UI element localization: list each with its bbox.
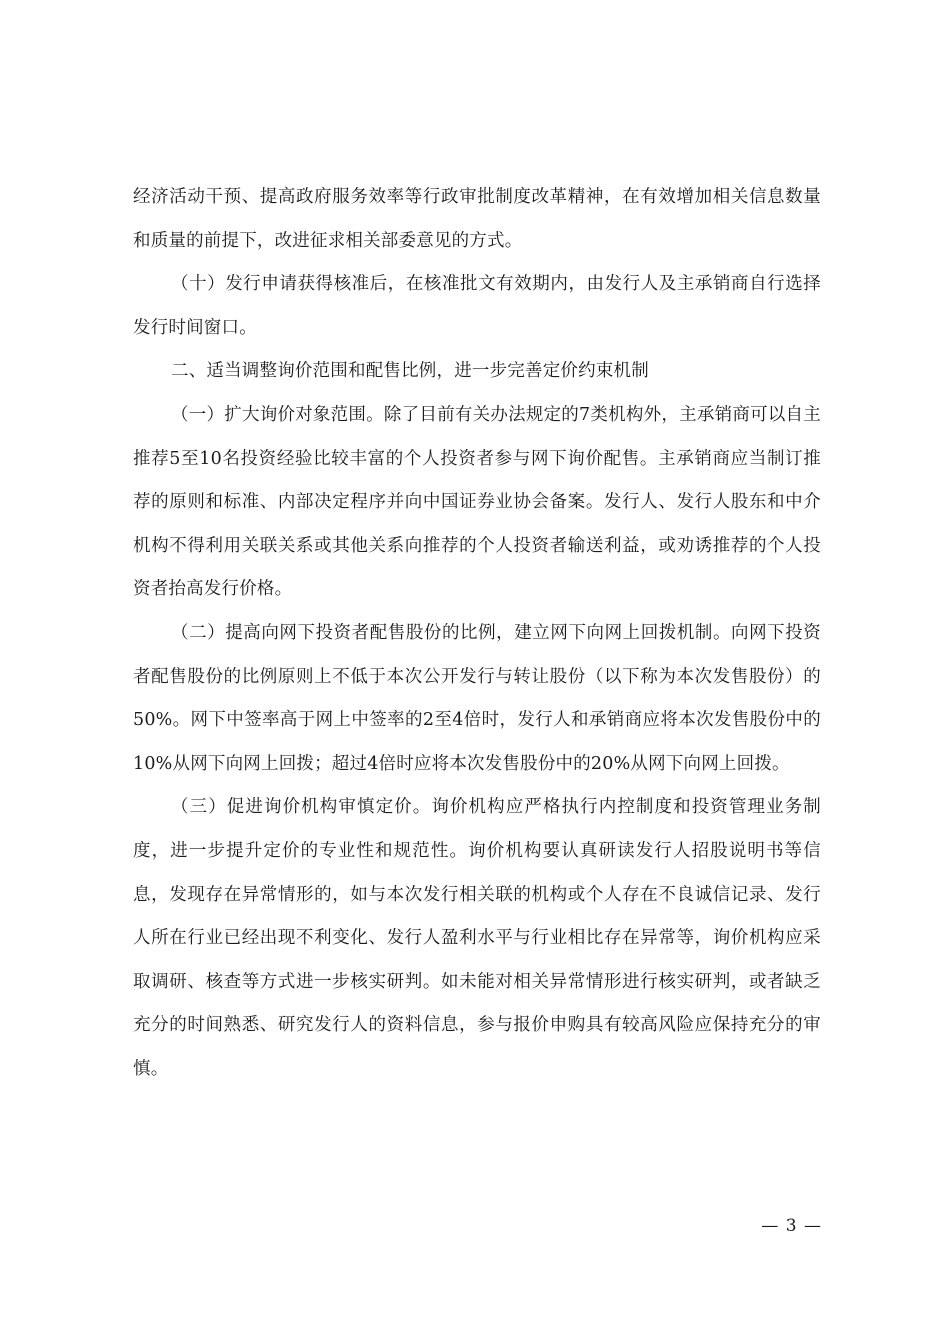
paragraph-item-three: （三）促进询价机构审慎定价。询价机构应严格执行内控制度和投资管理业务制度，进一步提升定价的专业性和规范性。询价机构要认真研读发行人招股说明书等信息，发现存在异常情形的，如与本次发行相关联的机构或个人存在不良诚信记录、发行人所在行业已经出现不利变化、发行人盈利水平与行业相比存在异常等，询价机构应采取调研、核查等方式进一步核实研判。如未能对相关异常情形进行核实研判，或者缺乏充分的时间熟悉、研究发行人的资料信息，参与报价申购具有较高风险应保持充分的审慎。 [133, 797, 821, 1079]
paragraph-item-two: （二）提高向网下投资者配售股份的比例，建立网下向网上回拨机制。向网下投资者配售股份的比例原则上不低于本次公开发行与转让股份（以下称为本次发售股份）的50%。网下中签率高于网上中签率的2至4倍时，发行人和承销商应将本次发售股份中的10%从网下向网上回拨；超过4倍时应将本次发售股份中的20%从网下向网上回拨。 [133, 622, 821, 774]
paragraph-item-ten: （十）发行申请获得核准后，在核准批文有效期内，由发行人及主承销商自行选择发行时间窗口。 [133, 274, 821, 338]
section-heading-two: 二、适当调整询价范围和配售比例，进一步完善定价约束机制 [171, 361, 649, 382]
document-body [133, 176, 821, 1091]
paragraph-continuation: 经济活动干预、提高政府服务效率等行政审批制度改革精神，在有效增加相关信息数量和质量的前提下，改进征求相关部委意见的方式。 [133, 187, 821, 251]
paragraph-item-one: （一）扩大询价对象范围。除了目前有关办法规定的7类机构外，主承销商可以自主推荐5至10名投资经验比较丰富的个人投资者参与网下询价配售。主承销商应当制订推荐的原则和标准、内部决定程序并向中国证券业协会备案。发行人、发行人股东和中介机构不得利用关联关系或其他关系向推荐的个人投资者输送利益，或劝诱推荐的个人投资者抬高发行价格。 [133, 404, 821, 600]
page-number: — 3 — [761, 1216, 822, 1236]
